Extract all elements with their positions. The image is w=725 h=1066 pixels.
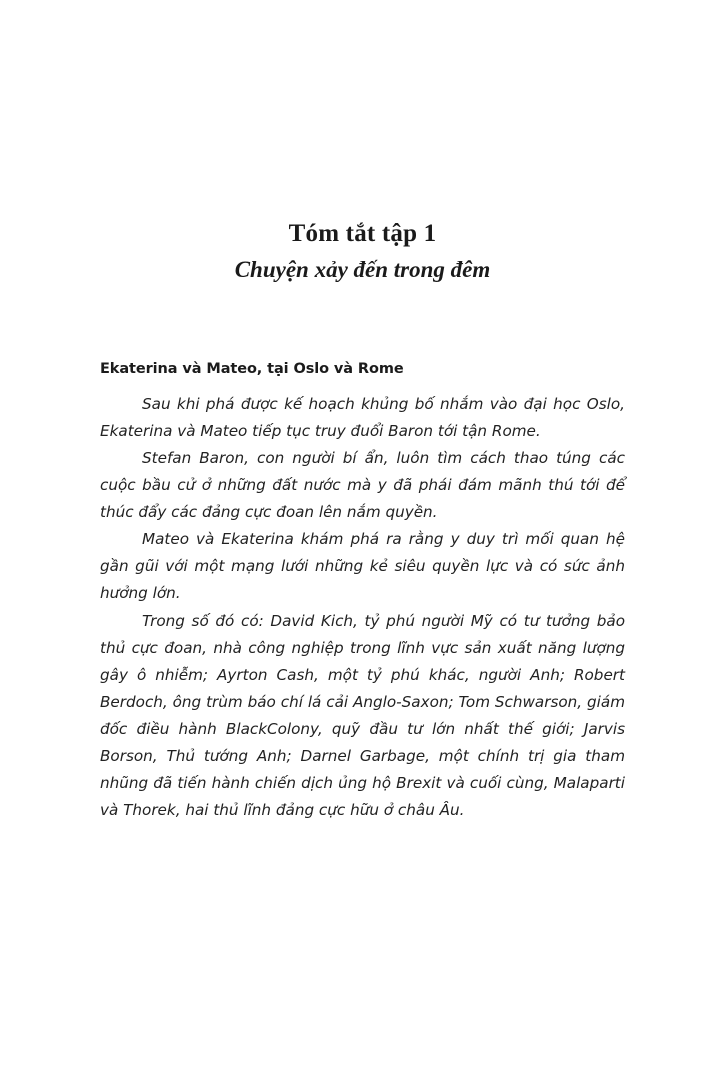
paragraph: Mateo và Ekaterina khám phá ra rằng y duy trì mối quan hệ gần gũi với một mạng lưới những kẻ siêu quyền lực và có sức ảnh hưởng lớn. (100, 530, 625, 603)
page-title-block (100, 0, 625, 285)
paragraph: Trong số đó có: David Kich, tỷ phú người Mỹ có tư tưởng bảo thủ cực đoan, nhà công nghiệp trong lĩnh vực sản xuất năng lượng gây ô nhiễm; Ayrton Cash, một tỷ phú khác, người Anh; Robert Berdoch, ông trùm báo chí lá cải Anglo-Saxon; Tom Schwarson, giám đốc điều hành BlackColony, quỹ đầu tư lớn nhất thế giới; Jarvis Borson, Thủ tướng Anh; Darnel Garbage, một chính trị gia tham nhũng đã tiến hành chiến dịch ủng hộ Brexit và cuối cùng, Malaparti và Thorek, hai thủ lĩnh đảng cực hữu ở châu Âu. (100, 611, 625, 819)
page-title: Tóm tắt tập 1 (288, 220, 437, 247)
page-subtitle: Chuyện xảy đến trong đêm (234, 257, 491, 283)
body-text (100, 391, 625, 824)
paragraph: Stefan Baron, con người bí ẩn, luôn tìm cách thao túng các cuộc bầu cử ở những đất nước mà y đã phái đám mãnh thú tới để thúc đẩy các đảng cực đoan lên nắm quyền. (100, 449, 625, 522)
section-heading: Ekaterina và Mateo, tại Oslo và Rome (100, 361, 404, 378)
paragraph: Sau khi phá được kế hoạch khủng bố nhắm vào đại học Oslo, Ekaterina và Mateo tiếp tục truy đuổi Baron tới tận Rome. (100, 395, 625, 441)
